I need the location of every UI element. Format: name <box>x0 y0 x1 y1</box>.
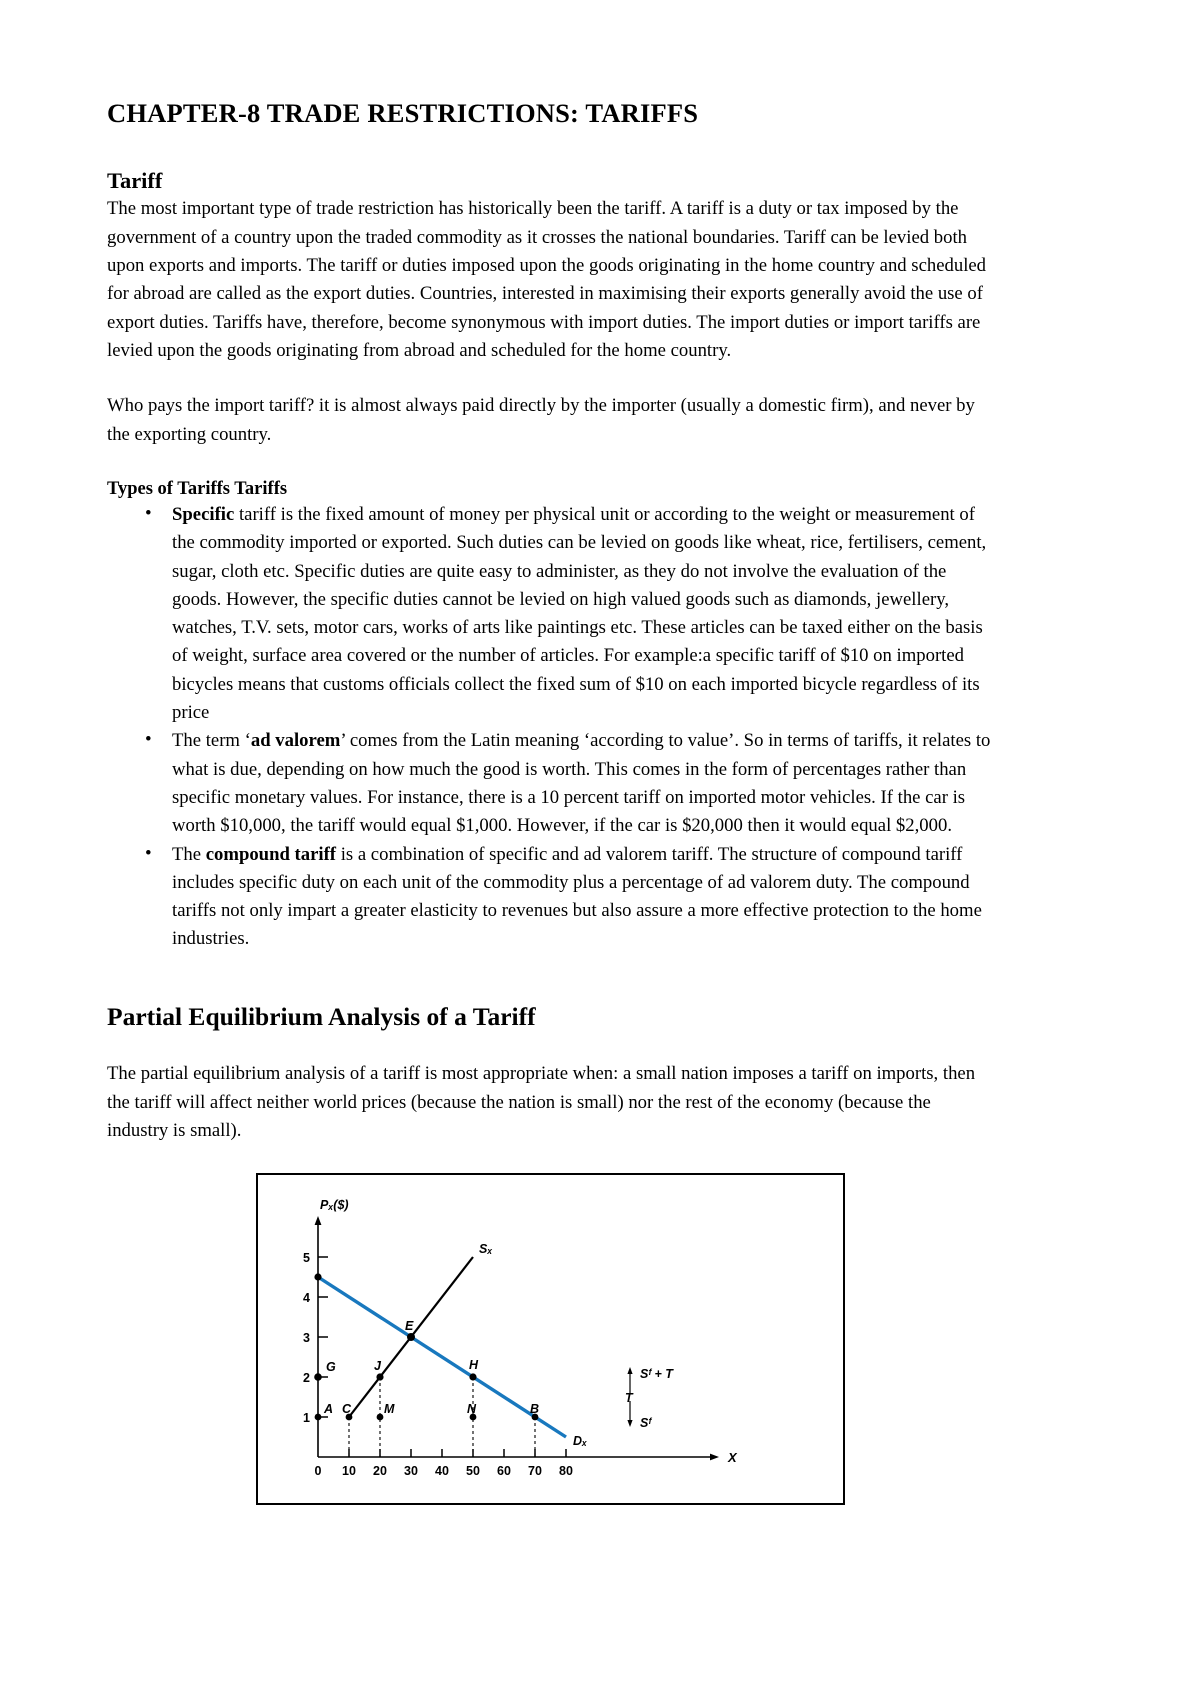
bullet-body: is a combination of specific and ad valorem tariff. The structure of compound tariff includes specific duty on each unit of the commodity plus a percentage of ad valorem duty. The compound tariffs not only impart a greater elasticity to revenues but also assure a more effective protection to the home industries. <box>172 843 982 950</box>
y-axis-tick-labels <box>303 1251 310 1425</box>
paragraph-partial-equilibrium: The partial equilibrium analysis of a tariff is most appropriate when: a small nation imposes a tariff on imports, then the tariff will affect neither world prices (because the nation is small) nor the rest of the economy (because the industry is small). <box>107 1063 976 1141</box>
point-label-C: C <box>342 1402 352 1417</box>
y-axis-label: Pₓ($) <box>320 1198 349 1213</box>
tariff-arrow-label: T <box>625 1391 633 1406</box>
point-G-marker <box>314 1373 322 1381</box>
x-tick-80: 80 <box>559 1464 573 1479</box>
point-label-E: E <box>405 1319 414 1334</box>
document-content <box>107 98 994 1505</box>
world-supply-with-tariff-label: Sᶠ + T <box>640 1367 673 1382</box>
heading-types-of-tariffs: Types of Tariffs Tariffs <box>107 478 288 499</box>
point-label-N: N <box>467 1402 477 1417</box>
supply-curve-label: Sₓ <box>479 1242 493 1257</box>
heading-tariff: Tariff <box>107 168 163 194</box>
point-label-B: B <box>530 1402 540 1417</box>
x-tick-40: 40 <box>435 1464 449 1479</box>
bullet-prefix: The term ‘ <box>172 730 251 752</box>
list-item <box>107 727 994 840</box>
demand-curve-label: Dₓ <box>573 1434 587 1449</box>
tariff-diagram-figure <box>256 1173 845 1505</box>
page-title: CHAPTER-8 TRADE RESTRICTIONS: TARIFFS <box>107 98 699 128</box>
list-item <box>107 841 994 954</box>
tariff-bracket <box>624 1367 636 1427</box>
y-tick-3: 3 <box>303 1331 310 1346</box>
point-label-G: G <box>326 1360 336 1375</box>
point-label-A: A <box>324 1402 334 1417</box>
point-M-marker <box>377 1414 384 1421</box>
x-tick-10: 10 <box>342 1464 356 1479</box>
y-tick-4: 4 <box>303 1291 310 1306</box>
chart-axes <box>315 1216 719 1460</box>
point-label-M: M <box>384 1402 395 1417</box>
bullet-lead-term: Specific <box>172 503 235 525</box>
bullet-prefix: The <box>172 843 206 865</box>
point-A-marker <box>315 1414 322 1421</box>
bullet-body: ’ comes from the Latin meaning ‘according to value’. So in terms of tariffs, it relates to what is due, depending on how much the good is worth. This comes in the form of percentages rather than specific monetary values. For instance, there is a 10 percent tariff on imported motor vehicles. If the car is worth $10,000, the tariff would equal $1,000. However, if the car is $20,000 then it would equal $2,000. <box>172 730 991 837</box>
y-tick-1: 1 <box>303 1411 310 1426</box>
world-supply-label: Sᶠ <box>640 1416 652 1431</box>
demand-origin-point <box>314 1274 321 1281</box>
y-tick-5: 5 <box>303 1251 310 1266</box>
y-tick-2: 2 <box>303 1371 310 1386</box>
point-label-J: J <box>374 1359 381 1374</box>
list-item <box>107 501 994 727</box>
x-axis-tick-labels <box>315 1464 573 1478</box>
demand-curve-line <box>318 1277 566 1437</box>
bullet-body: tariff is the fixed amount of money per physical unit or according to the weight or measurement of the commodity imported or exported. Such duties can be levied on goods like wheat, rice, fertilisers, cement, sugar, cloth etc. Specific duties are quite easy to administer, as they do not involve the evaluation of the goods. However, the specific duties cannot be levied on high valued goods such as diamonds, jewellery, watches, T.V. sets, motor cars, works of arts like paintings etc. These articles can be taxed either on the basis of weight, surface area covered or the number of articles. For example:a specific tariff of $10 on imported bicycles means that customs officials collect the fixed sum of $10 on each imported bicycle regardless of its price <box>172 503 987 724</box>
x-tick-20: 20 <box>373 1464 387 1479</box>
chart-point-labels <box>323 1319 539 1416</box>
point-J-marker <box>376 1374 383 1381</box>
point-E-marker <box>407 1333 415 1341</box>
figure-container <box>107 1173 994 1505</box>
paragraph-tariff-definition: The most important type of trade restriction has historically been the tariff. A tariff is a duty or tax imposed by the government of a country upon the traded commodity as it crosses the national boundaries. Tariff can be levied both upon exports and imports. The tariff or duties imposed upon the goods originating in the home country and scheduled for abroad are called as the export duties. Countries, interested in maximising their exports generally avoid the use of export duties. Tariffs have, therefore, become synonymous with import duties. The import duties or import tariffs are levied upon the goods originating from abroad and scheduled for the home country. <box>107 198 987 361</box>
x-axis-label: X <box>728 1450 737 1466</box>
x-tick-0: 0 <box>314 1464 322 1479</box>
x-tick-70: 70 <box>528 1464 542 1479</box>
point-label-H: H <box>469 1358 479 1373</box>
heading-partial-equilibrium: Partial Equilibrium Analysis of a Tariff <box>107 1001 536 1031</box>
x-tick-50: 50 <box>466 1464 480 1479</box>
tariff-diagram-svg <box>258 1175 842 1502</box>
tariff-types-list <box>107 501 994 954</box>
bullet-lead-term: compound tariff <box>205 843 337 865</box>
x-tick-60: 60 <box>497 1464 511 1479</box>
x-tick-30: 30 <box>404 1464 418 1479</box>
bullet-lead-term: ad valorem <box>250 730 341 752</box>
x-axis-ticks <box>349 1449 566 1457</box>
paragraph-who-pays: Who pays the import tariff? it is almost always paid directly by the importer (usually a domestic firm), and never by the exporting country. <box>107 395 975 445</box>
point-H-marker <box>469 1374 476 1381</box>
